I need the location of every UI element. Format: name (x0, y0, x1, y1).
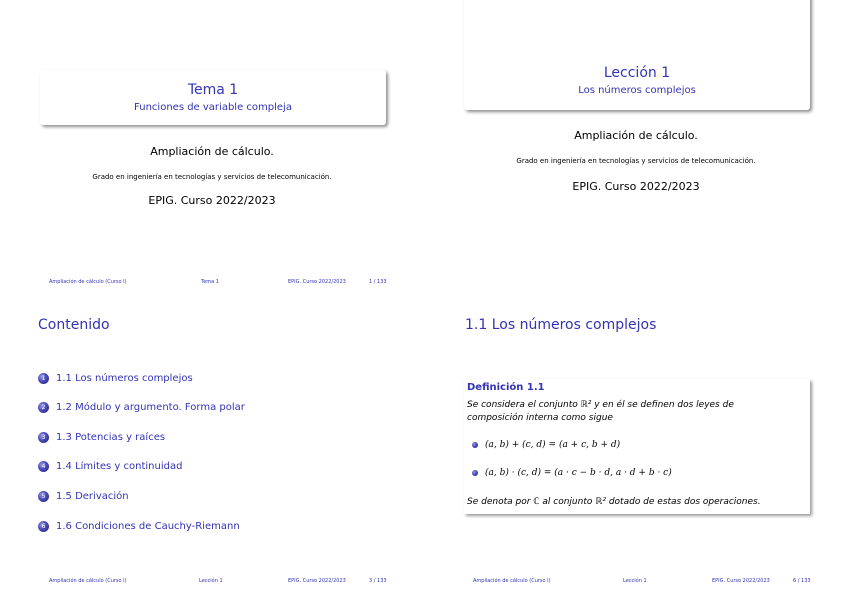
slide-numeros-complejos (424, 299, 848, 598)
frame-title: Contenido (38, 317, 110, 333)
definition-title: Definición 1.1 (467, 382, 545, 393)
footer-page: 6 / 133 (793, 578, 811, 584)
toc-number-ball: 2 (38, 402, 49, 413)
definition-bullet-1 (472, 440, 620, 450)
bullet-text: (a, b) + (c, d) = (a + c, b + d) (485, 440, 621, 450)
definition-text-line1: Se considera el conjunto ℝ² y en él se definen dos leyes de (467, 400, 734, 410)
toc-item-1[interactable] (38, 371, 193, 385)
toc-number-ball: 5 (38, 491, 49, 502)
footer-right: EPIG. Curso 2022/2023 (288, 578, 346, 584)
footer-left: Ampliación de cálculo (Curso I) (49, 279, 127, 285)
footer-right: EPIG. Curso 2022/2023 (712, 578, 770, 584)
title-box (40, 70, 386, 125)
toc-number-ball: 6 (38, 521, 49, 532)
bullet-icon (472, 470, 478, 476)
toc-label: 1.6 Condiciones de Cauchy-Riemann (56, 520, 240, 532)
definition-text-line2: composición interna como sigue (467, 413, 613, 423)
frame-title: 1.1 Los números complejos (465, 317, 657, 333)
bullet-text: (a, b) · (c, d) = (a · c − b · d, a · d + b · c) (485, 468, 672, 478)
toc-label: 1.2 Módulo y argumento. Forma polar (56, 401, 245, 413)
toc-number-ball: 4 (38, 461, 49, 472)
toc-item-4[interactable] (38, 459, 182, 473)
toc-number-ball: 3 (38, 432, 49, 443)
title-box (464, 0, 810, 110)
footer-center: Lección 1 (199, 578, 223, 584)
footer-left: Ampliación de cálculo (Curso I) (473, 578, 551, 584)
slide-contenido (0, 299, 424, 598)
institution: EPIG. Curso 2022/2023 (572, 180, 700, 193)
toc-label: 1.4 Límites y continuidad (56, 460, 183, 472)
bullet-icon (472, 442, 478, 448)
slide-title-leccion (424, 0, 848, 299)
toc-item-6[interactable] (38, 519, 240, 533)
toc-item-3[interactable] (38, 430, 165, 444)
course-name: Ampliación de cálculo. (574, 129, 698, 142)
footer-left: Ampliación de cálculo (Curso I) (49, 578, 127, 584)
slide-subtitle: Los números complejos (578, 85, 696, 96)
definition-block (464, 379, 810, 514)
slide-subtitle: Funciones de variable compleja (134, 102, 292, 113)
slide-title: Lección 1 (603, 65, 671, 81)
toc-item-5[interactable] (38, 489, 129, 503)
toc-number-ball: 1 (38, 373, 49, 384)
toc-label: 1.3 Potencias y raíces (56, 431, 166, 443)
definition-closing: Se denota por ℂ al conjunto ℝ² dotado de estas dos operaciones. (467, 497, 761, 507)
degree-name: Grado en ingeniería en tecnologías y servicios de telecomunicación. (92, 173, 332, 181)
slide-title: Tema 1 (187, 82, 239, 98)
toc-label: 1.5 Derivación (56, 490, 129, 502)
course-name: Ampliación de cálculo. (150, 145, 274, 158)
footer-page: 1 / 133 (369, 279, 387, 285)
footer-center: Lección 1 (623, 578, 647, 584)
footer-right: EPIG. Curso 2022/2023 (288, 279, 346, 285)
slide-title-tema (0, 0, 424, 299)
degree-name: Grado en ingeniería en tecnologías y servicios de telecomunicación. (516, 157, 756, 165)
footer-center: Tema 1 (201, 279, 219, 285)
definition-bullet-2 (472, 468, 672, 478)
footer-page: 3 / 133 (369, 578, 387, 584)
institution: EPIG. Curso 2022/2023 (148, 194, 276, 207)
toc-item-2[interactable] (38, 400, 245, 414)
toc-label: 1.1 Los números complejos (56, 372, 193, 384)
